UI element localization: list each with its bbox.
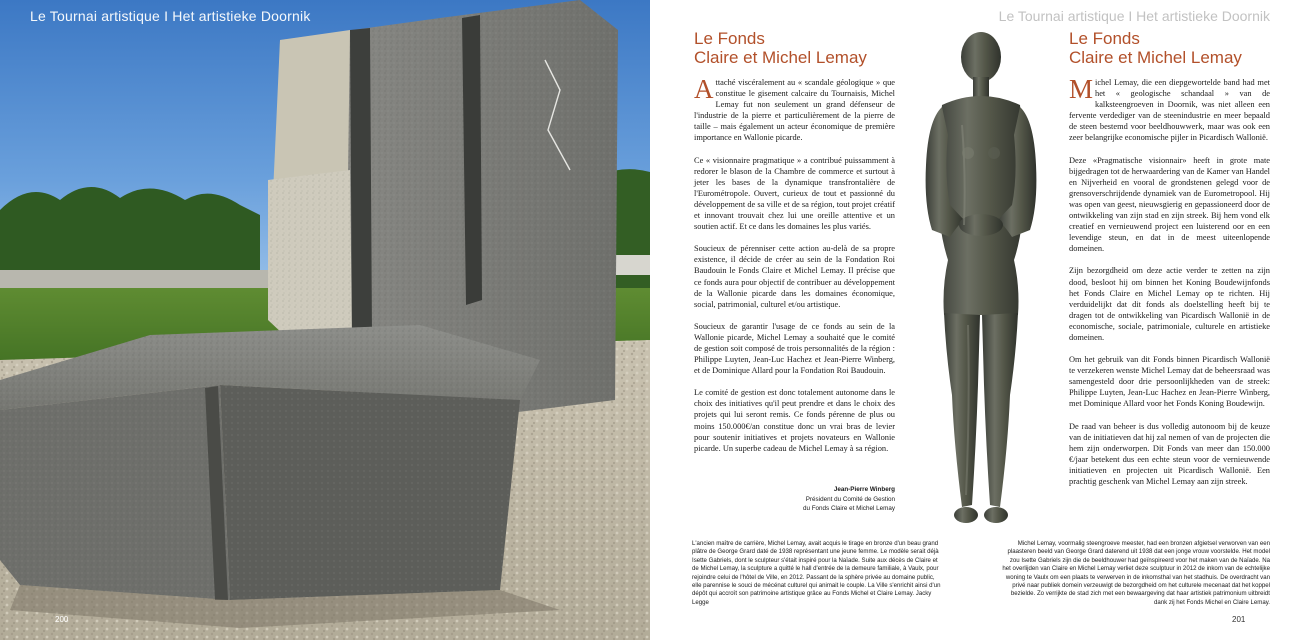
right-page (650, 0, 1300, 640)
paragraph-nl-5: De raad van beheer is dus volledig autonoom bij de keuze van de initiatieven dat hij zal nemen of van de projecten die hem zijn onderworpen. Dit Fonds van meer dan 150.000 €/jaar betekent dus een echte steun voor de vernieuwende initiatieven en projecten uit Picardisch Wallonië. Een prachtig geschenk van Michel Lemay aan zijn streek. (1069, 421, 1270, 486)
article-nl (1069, 74, 1270, 498)
article-fr (694, 74, 895, 465)
page-number-right: 201 (1232, 615, 1246, 624)
signature (694, 485, 895, 514)
caption-nl: Michel Lemay, voormalig steengroeve meester, had een bronzen afgietsel verworven van een plaasteren beeld van George Grard daterend uit 1938 dat een jonge vrouw voorstelde. Het model zou Isette Gabriels zijn die de beeldhouwer had geïnspireerd voor het maken van de Naïade. Na het overlijden van Claire en Michel Lemay verliet deze sculptuur in 2012 de inkom van de echtelijke woning te Vaulx om een plaats te verwerven in de inkomsthal van het stadhuis. De overdracht van privé naar publiek domein verzeuwigt de bezorgdheid om het culturele mecenaat dat het koppel bezielde. Zo verrijkte de stad zich met een bewaargeving dat haar artistiek patrimonium uitbreidt dank zij het Fonds Michel en Claire Lemay. (1002, 540, 1270, 606)
dropcap-nl: M (1069, 74, 1094, 104)
title-fr-line2: Claire et Michel Lemay (694, 48, 867, 67)
paragraph-fr-3: Soucieux de pérenniser cette action au-delà de sa propre existence, il décide de créer au sein de la Fondation Roi Baudouin le Fonds Claire et Michel Lemay. Il précise que ce fonds aura pour objectif de contribuer au développement de la Wallonie picarde dans les domaines économique, social, patrimonial, culturel et/ou artistique. (694, 244, 895, 309)
paragraph-nl-3: Zijn bezorgdheid om deze actie verder te zetten na zijn dood, besloot hij om binnen het Koning Boudewijnfonds het Fonds Claire en Michel Lemay op te richten. Hij verduidelijkt dat dit fonds als doelstelling heeft bij te dragen tot de ontwikkeling van Picardisch Wallonië in de economische, sociale, patrimoniale, culturele en artistieke domeinen. (1069, 266, 1270, 342)
header-left: Le Tournai artistique I Het artistieke Doornik (30, 8, 311, 24)
paragraph-fr-1 (694, 74, 895, 144)
title-fr-line1: Le Fonds (694, 29, 765, 48)
paragraph-nl-4: Om het gebruik van dit Fonds binnen Picardisch Wallonië te verzekeren wenste Michel Lemay dat de beheersraad was samengesteld door drie persoonlijkheden van de streek: Philippe Luyten, Jean-Luc Hachez en Jean-Pierre Winberg, met Dominique Allard voor het Fonds Koning Boudewijn. (1069, 355, 1270, 409)
signature-name: Jean-Pierre Winberg (833, 486, 895, 493)
paragraph-nl-1 (1069, 74, 1270, 144)
signature-role-2: du Fonds Claire et Michel Lemay (802, 505, 895, 512)
paragraph-fr-2: Ce « visionnaire pragmatique » a contribué puissamment à redorer le blason de la Chambre de commerce et surtout à jeter les bases de la dynamique transfrontalière de l'Eurométropole. Ouvert, curieux de tout et passionné du développement de sa ville et de sa région, tout projet créatif et innovant trouvait chez lui une oreille attentive et un soutien actif. Et ce dans les domaines les plus variés. (694, 155, 895, 232)
title-fr (694, 29, 867, 67)
title-nl (1069, 29, 1242, 67)
title-nl-line1: Le Fonds (1069, 29, 1140, 48)
paragraph-nl-2: Deze «Pragmatische visionnair» heeft in grote mate bijgedragen tot de herwaardering van de Kamer van Handel en Nijverheid en vooral de grondstenen gelegd voor de grensoverschrijdende dynamiek van de Eurometropool. Hij was open van geest, nieuwsgierig en gepassioneerd door de ontwikkeling van zijn stad en zijn streek. Bij hem vond elk creatief en vernieuwend project een luisterend oor en een levendige steun, en dat in de meest uiteenlopende domeinen. (1069, 155, 1270, 254)
paragraph-fr-4: Soucieux de garantir l'usage de ce fonds au sein de la Wallonie picarde, Michel Lemay a souhaité que le comité de gestion soit composé de trois personnalités de la région : Philippe Luyten, Jean-Luc Hachez et Jean-Pierre Winberg, et de Dominique Allard pour la Fondation Roi Baudouin. (694, 321, 895, 376)
header-right: Le Tournai artistique I Het artistieke Doornik (998, 8, 1270, 24)
title-nl-line2: Claire et Michel Lemay (1069, 48, 1242, 67)
signature-role-1: Président du Comité de Gestion (805, 495, 895, 503)
paragraph-nl-1-text: ichel Lemay, die een diepgewortelde band had met het « geologische schandaal » van de kalksteengroeven in Doornik, was niet alleen een fervente verdediger van de steenindustrie en meer bepaald de steen bestemd voor beeldhouwwerk, maar was ook een zeer belangrijke economische pijler in Picardisch Wallonië. (1069, 78, 1270, 143)
bronze-statue-image (902, 25, 1060, 539)
caption-fr: L'ancien maître de carrière, Michel Lemay, avait acquis le tirage en bronze d'un beau grand plâtre de George Grard daté de 1938 représentant une jeune femme. Le modèle serait déjà Isette Gabriels, dont le sculpteur s'était inspiré pour la Naïade. Suite aux décès de Claire et de Michel Lemay, la sculpture a quitté le hall d'entrée de la demeure familiale, à Vaulx, pour rejoindre celui de l'hôtel de Ville, en 2012. Passant de la sphère privée au domaine public, elle parennise le souci de mécénat culturel qui animait le couple. La Ville s'enrichit ainsi d'un dépôt qui accroît son patrimoine artistique grâce au Fonds Michel et Claire Lemay. Jacky Legge (692, 540, 941, 606)
page-number-left: 200 (55, 615, 69, 624)
dropcap-fr: A (694, 74, 714, 104)
paragraph-fr-1-text: ttaché viscéralement au « scandale géologique » que constitue le gisement calcaire du Tournaisis, Michel Lemay fut non seulement un grand défenseur de l'industrie de la pierre et particulièrement de la pierre de taille – mais également un acteur économique de première importance en Wallonie picarde. (694, 78, 895, 143)
paragraph-fr-5: Le comité de gestion est donc totalement autonome dans le choix des initiatives qu'il peut prendre et dans le choix des projets qui lui seront remis. Ce fonds pérenne de plus ou moins 150.000€/an constitue donc un vrai bras de levier pour soutenir initiatives et projets novateurs en Wallonie picarde. Un superbe cadeau de Michel Lemay à sa région. (694, 388, 895, 453)
